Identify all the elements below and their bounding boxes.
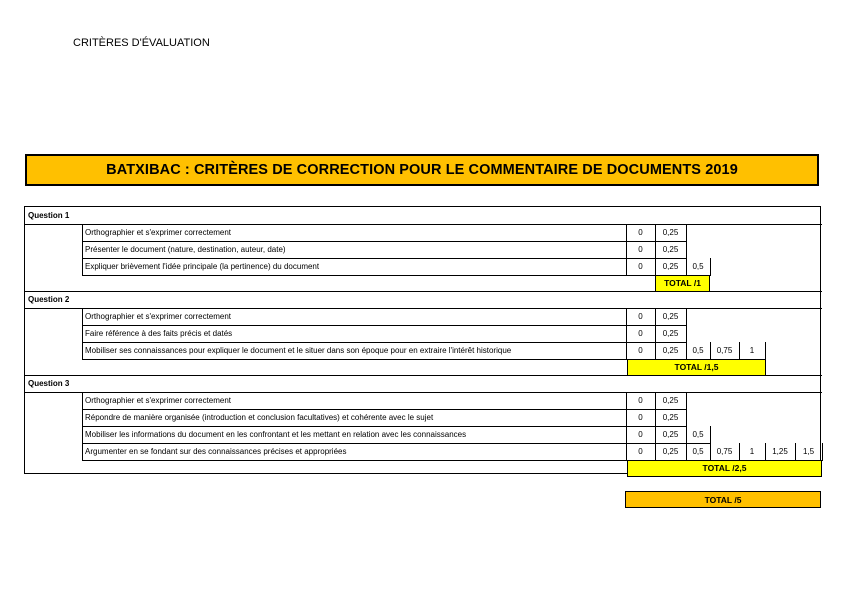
score-divider	[686, 392, 687, 410]
criterion-text: Présenter le document (nature, destination, auteur, date)	[85, 244, 286, 254]
score-divider	[686, 241, 687, 259]
criterion-left-border	[82, 325, 83, 343]
criterion-left-border	[82, 258, 83, 276]
score-divider	[710, 426, 711, 444]
question-label: Question 2	[28, 294, 70, 304]
criterion-left-border	[82, 426, 83, 444]
score-value: 1,25	[772, 446, 788, 456]
criterion-text: Orthographier et s'exprimer correctement	[85, 395, 232, 405]
question-total: TOTAL /1,5	[627, 359, 766, 376]
criterion-left-border	[82, 241, 83, 259]
grand-total	[625, 491, 821, 508]
question-divider	[25, 291, 822, 292]
score-divider	[765, 342, 766, 360]
document-header: CRITÈRES D'ÉVALUATION	[73, 37, 210, 49]
score-value: 1,5	[802, 446, 815, 456]
score-value: 1	[749, 446, 755, 456]
score-value: 0,25	[662, 311, 679, 321]
score-value: 0,25	[662, 261, 679, 271]
question-divider	[25, 375, 822, 376]
score-value: 1	[749, 345, 755, 355]
criterion-text: Argumenter en se fondant sur des connaissances précises et appropriées	[85, 446, 347, 456]
score-value: 0	[638, 412, 643, 422]
score-divider	[686, 409, 687, 427]
criterion-left-border	[82, 409, 83, 427]
score-value: 0	[638, 328, 643, 338]
criterion-text: Orthographier et s'exprimer correctement	[85, 227, 232, 237]
criterion-bottom-line	[82, 275, 711, 276]
criterion-text: Mobiliser ses connaissances pour expliquer le document et le situer dans son époque pour en extraire l'intérêt historique	[85, 345, 512, 355]
score-value: 0,25	[662, 446, 679, 456]
score-value: 0,25	[662, 429, 679, 439]
score-divider	[686, 224, 687, 242]
score-value: 0,25	[662, 227, 679, 237]
criterion-text: Faire référence à des faits précis et datés	[85, 328, 233, 338]
criterion-left-border	[82, 224, 83, 242]
score-value: 0,5	[692, 261, 704, 271]
score-value: 0,5	[692, 429, 704, 439]
score-value: 0,75	[716, 345, 733, 355]
criterion-text: Orthographier et s'exprimer correctement	[85, 311, 232, 321]
score-value: 0	[638, 261, 643, 271]
score-divider	[710, 258, 711, 276]
question-total: TOTAL /1	[655, 275, 710, 292]
score-value: 0	[638, 244, 643, 254]
score-divider	[686, 325, 687, 343]
score-value: 0,25	[662, 328, 679, 338]
score-value: 0	[638, 311, 643, 321]
criterion-text: Mobiliser les informations du document en les confrontant et les mettant en relation avec les connaissances	[85, 429, 467, 439]
score-value: 0,5	[692, 345, 704, 355]
grand-total-label: TOTAL /5	[704, 494, 742, 505]
score-value: 0,25	[662, 395, 679, 405]
score-divider	[822, 443, 823, 461]
criterion-left-border	[82, 342, 83, 360]
score-value: 0	[638, 429, 643, 439]
score-value: 0,25	[662, 345, 679, 355]
score-value: 0	[638, 345, 643, 355]
question-total: TOTAL /2,5	[627, 460, 822, 477]
rubric-table	[24, 206, 821, 474]
criterion-text: Répondre de manière organisée (introduction et conclusion facultatives) et cohérente avec le sujet	[85, 412, 434, 422]
score-value: 0,75	[716, 446, 733, 456]
question-label: Question 1	[28, 210, 70, 220]
score-value: 0,25	[662, 244, 679, 254]
criterion-left-border	[82, 308, 83, 326]
criterion-left-border	[82, 392, 83, 410]
score-divider	[686, 308, 687, 326]
banner-title: BATXIBAC : CRITÈRES DE CORRECTION POUR LE COMMENTAIRE DE DOCUMENTS 2019	[106, 162, 738, 178]
score-value: 0	[638, 395, 643, 405]
score-value: 0	[638, 446, 643, 456]
rubric-banner	[25, 154, 819, 186]
score-value: 0,25	[662, 412, 679, 422]
criterion-left-border	[82, 443, 83, 461]
question-label: Question 3	[28, 378, 70, 388]
criterion-text: Expliquer brièvement l'idée principale (la pertinence) du document	[85, 261, 320, 271]
score-value: 0	[638, 227, 643, 237]
score-value: 0,5	[692, 446, 704, 456]
